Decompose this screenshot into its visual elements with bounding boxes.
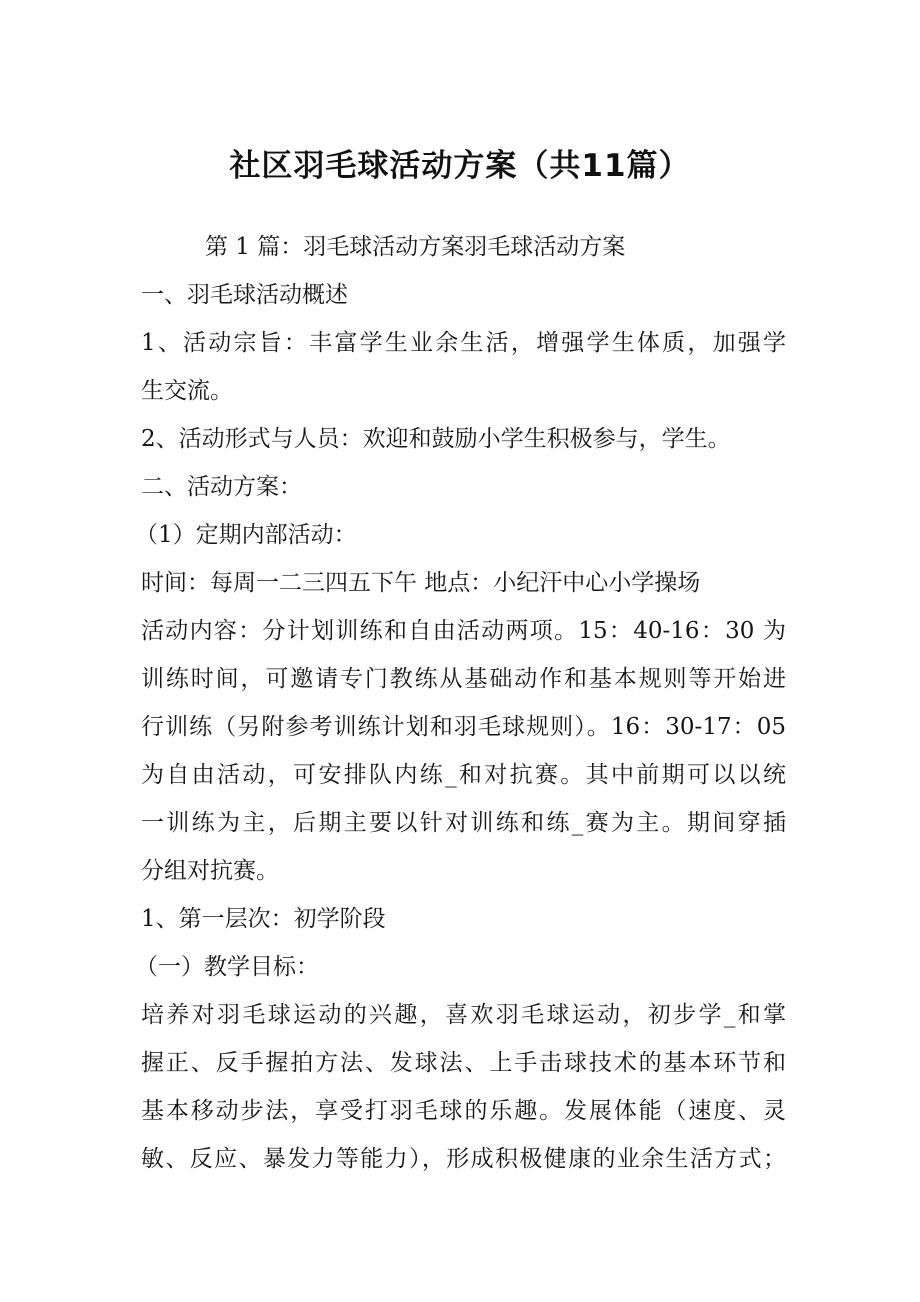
paragraph-line: 生交流。 [141,378,233,404]
paragraph-line: 1、活动宗旨：丰富学生业余生活，增强学生体质，加强学 [141,330,786,356]
document-body [135,223,786,1183]
paragraph-line: 培养对羽毛球运动的兴趣，喜欢羽毛球运动，初步学_和掌 [141,1002,786,1028]
paragraph-line: （一）教学目标： [135,954,319,980]
paragraph-line: 活动内容：分计划训练和自由活动两项。15：40-16：30 为 [141,618,786,644]
paragraph-line: 握正、反手握拍方法、发球法、上手击球技术的基本环节和 [141,1050,786,1076]
document-title: 社区羽毛球活动方案（共11篇） [229,148,691,184]
paragraph-line: 敏、反应、暴发力等能力），形成积极健康的业余生活方式； [141,1146,786,1172]
paragraph-line: 分组对抗赛。 [141,858,279,884]
paragraph-line: 训练时间，可邀请专门教练从基础动作和基本规则等开始进 [141,666,786,692]
paragraph-line: 二、活动方案： [141,474,302,500]
paragraph-line: 2、活动形式与人员：欢迎和鼓励小学生积极参与，学生。 [141,426,731,452]
section-heading: 第 1 篇：羽毛球活动方案羽毛球活动方案 [205,234,626,260]
paragraph-line: 一训练为主，后期主要以针对训练和练_赛为主。期间穿插 [141,810,786,836]
paragraph-line: （1）定期内部活动： [135,522,357,548]
paragraph-line: 一、羽毛球活动概述 [141,282,348,308]
paragraph-line: 1、第一层次：初学阶段 [141,906,386,932]
paragraph-line: 基本移动步法，享受打羽毛球的乐趣。发展体能（速度、灵 [141,1098,786,1124]
paragraph-line: 为自由活动，可安排队内练_和对抗赛。其中前期可以以统 [141,762,786,788]
paragraph-line: 行训练（另附参考训练计划和羽毛球规则）。16：30-17：05 [141,714,786,740]
paragraph-line: 时间：每周一二三四五下午 地点：小纪汗中心小学操场 [141,570,701,596]
